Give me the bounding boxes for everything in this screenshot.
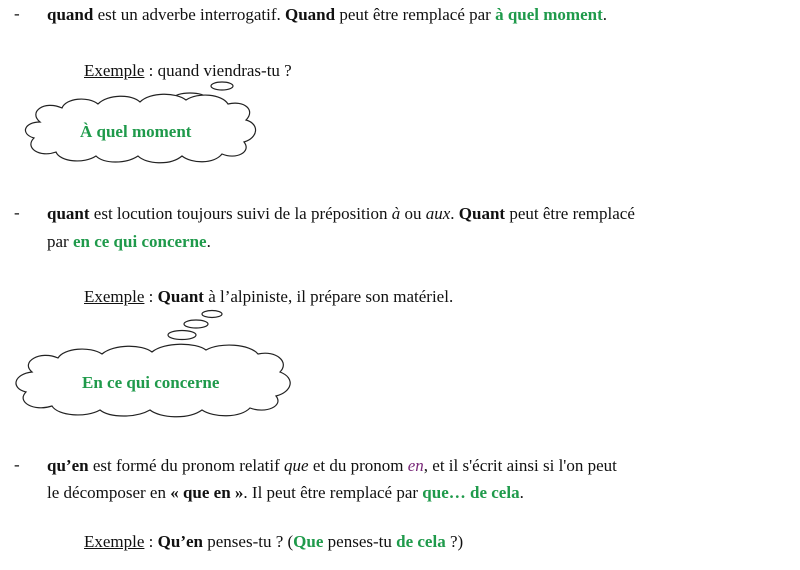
bullet-dash: - — [14, 4, 20, 23]
replacement: que… de cela — [422, 483, 520, 502]
replacement: à quel moment — [495, 5, 603, 24]
definition-quand: quand est un adverbe interrogatif. Quand peut être remplacé par à quel moment. — [47, 5, 607, 24]
term: quand — [47, 5, 94, 24]
example-1: Exemple : quand viendras-tu ? — [84, 61, 292, 80]
definition-quant-cont: par en ce qui concerne. — [47, 232, 211, 251]
definition-quen: qu’en est formé du pronom relatif que et du pronom en, et il s'écrit ainsi si l'on peut — [47, 456, 617, 475]
example-label: Exemple — [84, 61, 145, 80]
thought-bubble — [211, 82, 233, 90]
replacement: en ce qui concerne — [72, 232, 207, 251]
thought-bubble — [202, 311, 222, 318]
bullet-dash: - — [14, 455, 20, 474]
example-label: Exemple — [84, 532, 145, 551]
cloud-text-1: À quel moment — [80, 122, 192, 141]
example-label: Exemple — [84, 287, 145, 306]
thought-bubble — [184, 320, 208, 328]
definition-quant: quant est locution toujours suivi de la préposition à ou aux. Quant peut être remplacé — [47, 204, 635, 223]
bullet-dash: - — [14, 203, 20, 222]
example-3: Exemple : Qu’en penses-tu ? (Que penses-tu de cela ?) — [84, 532, 464, 551]
thought-bubble — [168, 331, 196, 340]
term: quant — [47, 204, 90, 223]
term: qu’en — [47, 456, 89, 475]
cloud-text-2: En ce qui concerne — [82, 373, 220, 392]
definition-quen-cont: le décomposer en « que en ». Il peut être remplacé par que… de cela. — [47, 483, 524, 502]
example-2: Exemple : Quant à l’alpiniste, il prépare son matériel. — [84, 287, 454, 306]
